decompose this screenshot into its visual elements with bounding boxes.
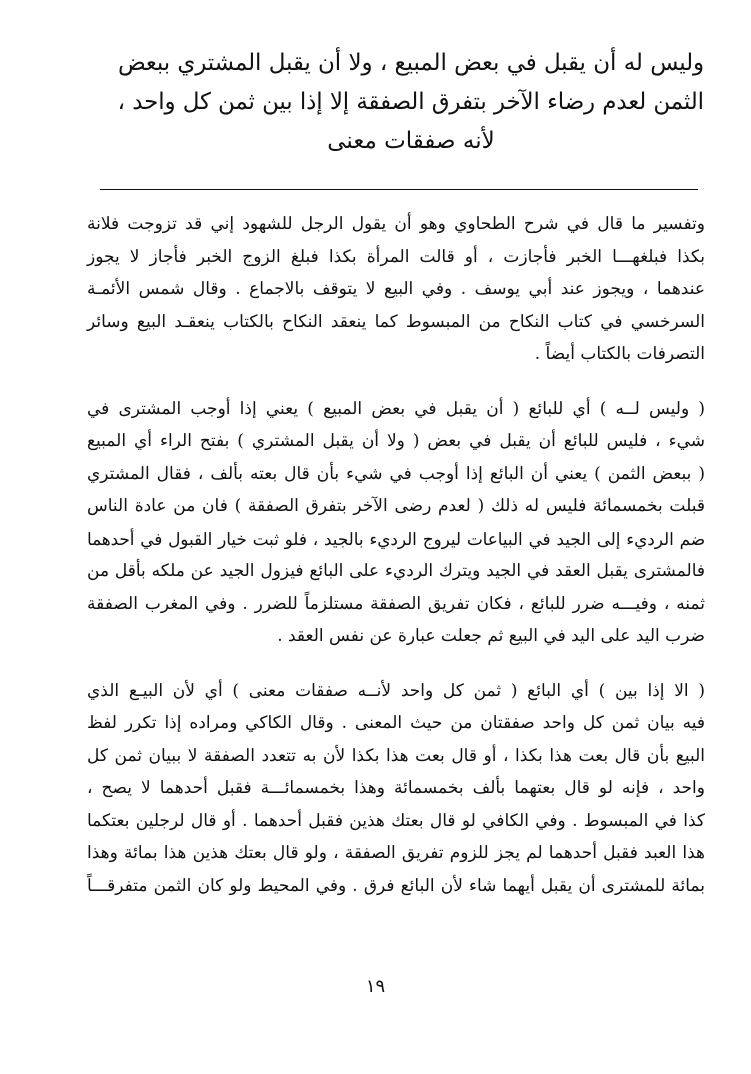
matn-line: لأنه صفقات معنى <box>327 128 495 154</box>
commentary-line: شيء ، فليس للبائع أن يقبل في بعض ( ولا أن يقبل المشتري ) بفتح الراء أي المبيع <box>87 431 705 451</box>
matn-line: الثمن لعدم رضاء الآخر بتفرق الصفقة إلا إذا بين ثمن كل واحد ، <box>117 89 704 115</box>
matn-text-block <box>118 44 704 161</box>
commentary-paragraph <box>87 675 705 903</box>
commentary-paragraph <box>87 393 705 653</box>
commentary-line: واحد ، فإنه لو قال بعتهما بألف بخمسمائة وهذا بخمسمائـــة فقبل أحدهما لا يصح ، <box>87 778 705 798</box>
commentary-block <box>87 208 705 902</box>
commentary-line: فالمشترى يقبل العقد في الجيد ويترك الرديء على البائع فيزول الجيد عن ملكه بأقل من <box>87 561 705 581</box>
page-number: ١٩ <box>365 976 386 997</box>
commentary-line: وتفسير ما قال في شرح الطحاوي وهو أن يقول الرجل للشهود إني قد تزوجت فلانة <box>87 214 705 234</box>
commentary-line: ضم الرديء إلى الجيد في البياعات ليروج الرديء بالجيد ، فلو ثبت خيار القبول في أحدهما <box>87 528 705 549</box>
commentary-line: ( وليس لــه ) أي للبائع ( أن يقبل في بعض المبيع ) يعني إذا أوجب المشترى في <box>87 398 705 419</box>
commentary-line: ( الا إذا بين ) أي البائع ( ثمن كل واحد لأنــه صفقات معنى ) أي لأن البيـع الذي <box>87 680 705 701</box>
commentary-line: السرخسي في كتاب النكاح من المبسوط كما ينعقد النكاح بالكتاب ينعقـد البيع وسائر <box>87 311 705 332</box>
commentary-line: البيع بأن قال بعت هذا بكذا ، أو قال بعت هذا بكذا لأن به تتعدد الصفقة لا ببيان ثمن كل <box>87 745 705 766</box>
section-divider <box>100 189 698 190</box>
commentary-line: ( ببعض الثمن ) يعني أن البائع إذا أوجب في شيء بأن قال بعته بألف ، فقال المشتري <box>87 463 705 484</box>
commentary-line: عندهما ، ويجوز عند أبي يوسف . وفي البيع لا يتوقف بالاجماع . وقال شمس الأئمـة <box>87 279 705 299</box>
commentary-paragraph <box>87 208 705 371</box>
commentary-line: كذا في المبسوط . وفي الكافي لو قال بعتك هذين فقبل أحدهما . أو قال لرجلين بعتكما <box>87 810 705 831</box>
commentary-line: بمائة للمشترى أن يقبل أيهما شاء لأن البائع فرق . وفي المحيط ولو كان الثمن متفرقـــاً <box>87 875 705 896</box>
commentary-line: التصرفات بالكتاب أيضاً . <box>534 344 705 364</box>
commentary-line: فيه بيان ثمن كل واحد صفقتان من حيث المعنى . وقال الكاكي ومراده إذا تكرر لفظ <box>87 713 705 733</box>
commentary-line: قبلت بخمسمائة فليس له ذلك ( لعدم رضى الآخر بتفرق الصفقة ) فان من عادة الناس <box>87 496 705 516</box>
commentary-line: بكذا فبلغهـــا الخبر فأجازت ، أو قالت المرأة بكذا فبلغ الزوج الخبر فأجاز لا يجوز <box>87 246 705 267</box>
commentary-line: هذا العبد فقبل أحدهما لم يجز للزوم تفريق الصفقة ، ولو قال بعتك هذين هذا بمائة وهذا <box>87 843 705 863</box>
commentary-line: ثمنه ، وفيـــه ضرر للبائع ، فكان تفريق الصفقة مستلزماً للضرر . وفي المغرب الصفقة <box>87 593 705 614</box>
commentary-line: ضرب اليد على اليد في البيع ثم جعلت عبارة عن نفس العقد . <box>277 626 705 646</box>
matn-line: وليس له أن يقبل في بعض المبيع ، ولا أن يقبل المشتري ببعض <box>118 50 704 76</box>
